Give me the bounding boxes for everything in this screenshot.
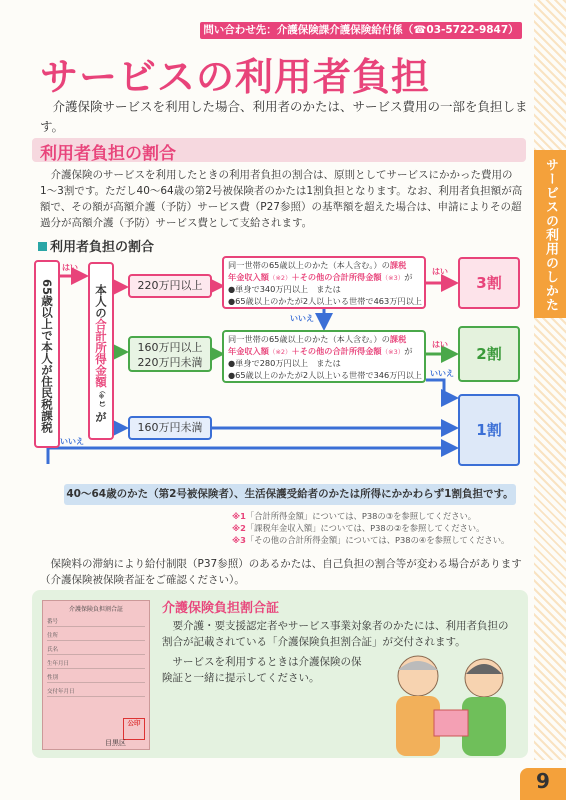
page-number: 9 [536,769,550,793]
cond1-b2: ●65歳以上のかたが2人以上いる世帯で463万円以上 [228,295,422,306]
note-2 [232,522,484,534]
income-label-2: 合計所得金額 [94,318,108,388]
people-illustration [376,644,526,756]
cert-row-4: 生年月日 [47,659,145,669]
condition-box-2 [222,330,426,383]
cert-row-1: 番号 [47,617,145,627]
tier1-box: 220万円以上 [128,274,212,298]
yes-label-3: はい [432,340,448,349]
cert-row-6: 交付年月日 [47,687,145,697]
side-stripe-top [534,0,566,150]
certificate-held-icon [434,710,468,736]
cond1-end: が [404,271,413,282]
cond1-m2: （※3） [381,273,405,282]
certificate-text-2: サービスを利用するときは介護保険の保険証と一緒に提示してください。 [162,656,362,684]
section-title: 利用者負担の割合 [40,144,176,164]
cond1-text [228,260,422,307]
result-1wari: 1割 [458,394,520,466]
tier3-box: 160万円未満 [128,416,212,440]
note-3-mark: ※3 [232,535,246,545]
income-box [88,262,114,440]
tier2-label-a: 160万円以上 [137,341,203,354]
certificate-issuer: 目黒区 [105,739,126,747]
note-2-mark: ※2 [232,523,246,533]
side-tab-label: サービスの利用のしかた [543,158,558,312]
result-3wari: 3割 [458,257,520,309]
side-tab [534,150,566,318]
yes-label-2: はい [432,267,448,276]
person-2-body [462,697,506,756]
note-3 [232,534,509,546]
cond1-line1 [228,260,422,272]
certificate-image [42,600,150,750]
result-2wari: 2割 [458,326,520,382]
cond1-m1: （※2） [268,273,292,282]
cond1-line1-pk: 課税 [389,260,407,270]
cert-row-2: 住所 [47,631,145,641]
cond1-b1: ●単身で340万円以上 または [228,284,341,294]
note-1-text: 「合計所得金額」については、P38の③を参照してください。 [245,511,477,521]
cert-row-5: 性別 [47,673,145,683]
income-label-1: 本人の [94,283,108,319]
no-label-3: いいえ [430,369,454,378]
payment-restriction-text: 保険料の滞納により給付制限（P37参照）のあるかたは、自己負担の割合等が変わる場合があります（介護保険被保険者証をご確認ください）。 [40,558,522,586]
resident-tax-box [34,260,60,448]
tier2-box [128,336,212,372]
cert-row-3: 氏名 [47,645,145,655]
resident-tax-label: 65歳以上で本人が住民税課税 [40,278,54,433]
cond2-text [228,334,422,381]
cond2-line1-pk: 課税 [389,334,407,344]
tier2-label-b: 220万円未満 [137,356,203,369]
person-1-body [396,696,440,756]
cond2-line2 [228,346,422,359]
arrow-left-no [48,448,456,464]
cond2-b1: ●単身で280万円以上 または [228,358,341,368]
contact-banner: 問い合わせ先：介護保険課介護保険給付係（☎03-5722-9847） [200,22,522,39]
side-stripe-bottom [534,318,566,760]
cond2-line1 [228,334,422,346]
note-3-text: 「その他の合計所得金額」については、P38の④を参照してください。 [245,535,510,545]
cond1-line1-text: 同一世帯の65歳以上のかた（本人含む。）の [228,260,390,270]
income-note: （※1） [98,387,105,411]
income-label-3: が [94,410,108,423]
page-title: サービスの利用者負担 [40,55,431,99]
cond2-pk1: 年金収入額 [228,345,269,356]
cond2-m2: （※3） [381,347,405,356]
yes-label-1: はい [62,263,78,272]
cond1-line2 [228,272,422,285]
cond2-m1: （※2） [268,347,292,356]
no-label-2: いいえ [290,314,314,323]
official-stamp: 公印 [123,718,145,740]
certificate-card-title: 介護保険負担割合証 [68,606,123,613]
second-insured-note: 40〜64歳のかた（第2号被保険者）、生活保護受給者のかたは所得にかかわらず1割負担です。 [64,484,516,505]
certificate-title: 介護保険負担割合証 [162,601,280,616]
cond2-end: が [404,345,413,356]
note-1-mark: ※1 [232,511,246,521]
sub-title-label: 利用者負担の割合 [50,240,155,255]
condition-box-1 [222,256,426,309]
cond2-line1-text: 同一世帯の65歳以上のかた（本人含む。）の [228,334,390,344]
cond2-b2: ●65歳以上のかたが2人以上いる世帯で346万円以上 [228,369,422,380]
arrow-cond2-no [426,380,456,398]
section-paragraph: 介護保険のサービスを利用したときの利用者負担の割合は、原則としてサービスにかかった費用の1〜3割です。ただし40〜64歳の第2号被保険者のかたは1割負担となります。なお、利用者負担額が高額で、その額が高額介護（予防）サービス費（P27参照）の基準額を超えた場合は、申請によりその超過分が高額介護（予防）サービス費として支給されます。 [40,169,523,229]
cond1-pk2: ＋その他の合計所得金額 [291,271,382,282]
cond2-pk2: ＋その他の合計所得金額 [291,345,382,356]
no-label-1: いいえ [60,437,84,446]
intro-text: 介護保険サービスを利用した場合、利用者のかたは、サービス費用の一部を負担します。 [40,99,528,134]
note-1 [232,510,476,522]
certificate-text-1: 要介護・要支援認定者やサービス事業対象者のかたには、利用者負担の割合が記載されている「介護保険負担割合証」が交付されます。 [162,620,509,648]
note-2-text: 「課税年金収入額」については、P38の②を参照してください。 [245,523,485,533]
cond1-pk1: 年金収入額 [228,271,269,282]
income-label [90,270,112,436]
